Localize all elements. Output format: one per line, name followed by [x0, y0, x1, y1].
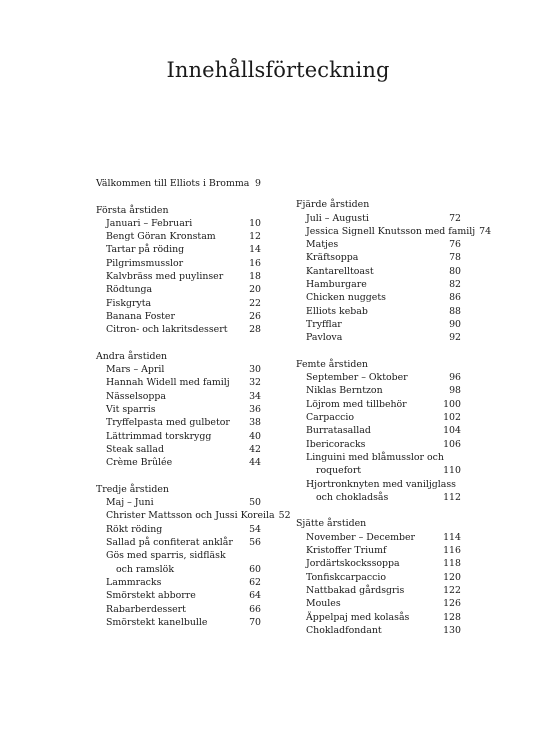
toc-entry-page: 104	[443, 425, 461, 437]
toc-entry[interactable]	[296, 398, 461, 411]
toc-entry[interactable]	[296, 544, 461, 557]
toc-entry-page: 34	[249, 390, 261, 402]
section-heading	[96, 350, 261, 363]
toc-entry[interactable]	[296, 557, 461, 570]
toc-entry[interactable]	[96, 390, 261, 403]
toc-entry-page: 74	[479, 225, 492, 237]
toc-entry-page: 60	[249, 563, 261, 575]
toc-entry-page: 52	[278, 510, 291, 522]
toc-entry-page: 26	[249, 310, 261, 322]
toc-entry-label: Chicken nuggets	[306, 292, 386, 304]
toc-entry-label: Kantarelltoast	[306, 265, 374, 277]
toc-entry-label: Maj – Juni	[106, 497, 154, 509]
toc-entry-label: Pavlova	[306, 332, 343, 344]
toc-entry-label: Rabarberdessert	[106, 603, 186, 615]
toc-entry[interactable]	[296, 331, 461, 344]
toc-entry-page: 66	[249, 603, 261, 615]
toc-entry[interactable]	[296, 597, 461, 610]
toc-entry-label: Sallad på confiterat anklår	[106, 537, 233, 549]
toc-entry-label: November – December	[306, 531, 416, 543]
toc-entry[interactable]	[96, 549, 261, 562]
toc-entry[interactable]	[96, 363, 261, 376]
toc-section-femte	[296, 358, 461, 504]
toc-entry-label: Gös med sparris, sidfläsk	[106, 550, 226, 562]
toc-entry[interactable]	[96, 217, 261, 230]
toc-entry[interactable]	[96, 536, 261, 549]
toc-entry[interactable]	[96, 456, 261, 469]
toc-entry-page: 96	[449, 372, 461, 384]
toc-entry-page: 16	[249, 257, 261, 269]
section-heading-label: Sjätte årstiden	[296, 518, 367, 530]
toc-entry-label: Bengt Göran Kronstam	[106, 231, 216, 243]
toc-entry-label: Ibericoracks	[306, 438, 366, 450]
toc-entry-label: Kristoffer Triumf	[306, 545, 387, 557]
toc-entry[interactable]	[96, 297, 261, 310]
toc-entry-label: Juli – Augusti	[306, 212, 369, 224]
section-heading-label: Första årstiden	[96, 204, 169, 216]
toc-entry[interactable]	[96, 443, 261, 456]
toc-entry-page: 126	[443, 598, 461, 610]
toc-entry[interactable]	[296, 278, 461, 291]
toc-entry[interactable]	[296, 291, 461, 304]
toc-entry[interactable]	[96, 576, 261, 589]
toc-entry-label: Tryffelpasta med gulbetor	[106, 417, 230, 429]
page-title: Innehållsförteckning	[166, 58, 390, 82]
toc-entry-page: 122	[443, 584, 461, 596]
toc-entry[interactable]	[296, 238, 461, 251]
toc-entry[interactable]	[296, 411, 461, 424]
toc-entry-page: 40	[249, 430, 261, 442]
toc-entry[interactable]	[296, 478, 461, 491]
toc-entry-label: Januari – Februari	[106, 217, 193, 229]
toc-entry[interactable]	[96, 270, 261, 283]
toc-entry-page: 50	[249, 497, 261, 509]
toc-entry-page: 22	[249, 297, 261, 309]
toc-entry[interactable]	[96, 257, 261, 270]
toc-entry-label: Smörstekt abborre	[106, 590, 196, 602]
toc-entry-page: 100	[443, 398, 461, 410]
toc-entry-label: Steak sallad	[106, 443, 164, 455]
toc-entry-page: 116	[443, 545, 461, 557]
toc-entry-label: Fiskgryta	[106, 297, 152, 309]
toc-entry-page: 98	[449, 385, 461, 397]
toc-entry[interactable]	[296, 424, 461, 437]
toc-entry[interactable]	[96, 563, 261, 576]
toc-entry[interactable]	[296, 371, 461, 384]
toc-entry-page: 80	[449, 265, 461, 277]
toc-entry-page: 10	[249, 217, 261, 229]
toc-entry-label: Banana Foster	[106, 310, 175, 322]
toc-entry-label: Jordärtskockssoppa	[306, 558, 400, 570]
toc-column-left	[96, 177, 291, 629]
toc-section-forsta	[96, 204, 261, 337]
toc-entry-label: Christer Mattsson och Jussi Koreila	[106, 510, 275, 522]
toc-entry-label: roquefort	[316, 465, 362, 477]
toc-entry[interactable]	[96, 616, 261, 629]
toc-entry-page: 38	[249, 417, 261, 429]
toc-entry[interactable]	[96, 376, 261, 389]
toc-entry[interactable]	[296, 225, 492, 238]
toc-entry[interactable]	[296, 464, 461, 477]
toc-section-tredje	[96, 483, 291, 629]
toc-entry[interactable]	[296, 265, 461, 278]
toc-entry[interactable]	[96, 496, 261, 509]
toc-entry-label: September – Oktober	[306, 372, 408, 384]
toc-entry-page: 114	[443, 531, 461, 543]
toc-entry[interactable]	[296, 451, 461, 464]
toc-entry[interactable]	[96, 523, 261, 536]
toc-entry-page: 120	[443, 571, 461, 583]
toc-entry-label: Välkommen till Elliots i Bromma	[96, 178, 250, 189]
toc-entry-label: Lättrimmad torskrygg	[106, 430, 212, 442]
toc-entry-label: Rökt röding	[106, 523, 163, 535]
section-heading-label: Fjärde årstiden	[296, 199, 370, 211]
section-heading	[96, 204, 261, 217]
toc-entry-page: 90	[449, 318, 461, 330]
toc-entry[interactable]	[96, 589, 261, 602]
toc-entry[interactable]	[96, 416, 261, 429]
toc-entry-label: Elliots kebab	[306, 305, 368, 317]
toc-entry-label: Pilgrimsmusslor	[106, 257, 184, 269]
toc-entry-page: 30	[249, 364, 261, 376]
toc-entry-page: 42	[249, 443, 261, 455]
toc-entry-label: Hjortronknyten med vaniljglass	[306, 478, 456, 490]
toc-entry-page: 92	[449, 332, 461, 344]
toc-entry-label: Citron- och lakritsdessert	[106, 324, 228, 336]
toc-entry-page: 14	[249, 244, 261, 256]
toc-entry-label: Lammracks	[106, 576, 162, 588]
toc-entry-page: 110	[443, 465, 461, 477]
section-heading	[96, 483, 261, 496]
toc-entry-label: Crème Brûlée	[106, 457, 173, 469]
toc-section-andra	[96, 350, 261, 470]
toc-entry[interactable]	[96, 230, 261, 243]
toc-entry[interactable]	[96, 310, 261, 323]
toc-entry-label: och chokladsås	[316, 491, 389, 503]
section-heading-label: Andra årstiden	[96, 350, 168, 362]
toc-entry-page: 44	[249, 457, 261, 469]
toc-entry-label: Burratasallad	[306, 425, 371, 437]
toc-entry-label: Moules	[306, 598, 341, 610]
toc-entry-page: 128	[443, 611, 461, 623]
toc-entry-page: 62	[249, 576, 261, 588]
toc-entry-label: Linguini med blåmusslor och	[306, 451, 444, 463]
toc-entry-page: 20	[249, 284, 261, 296]
toc-entry[interactable]	[296, 584, 461, 597]
toc-entry-page: 102	[443, 412, 461, 424]
toc-entry-page: 130	[443, 624, 461, 636]
toc-entry-page: 56	[249, 537, 261, 549]
toc-entry[interactable]	[96, 323, 261, 336]
toc-entry-label: Chokladfondant	[306, 624, 382, 636]
toc-entry-label: Tonfiskcarpaccio	[306, 571, 387, 583]
toc-entry[interactable]	[296, 491, 461, 504]
section-heading	[296, 517, 461, 530]
toc-entry-label: Tryfflar	[306, 318, 342, 330]
toc-entry-label: Hannah Widell med familj	[106, 377, 230, 389]
section-heading-label: Tredje årstiden	[96, 483, 169, 495]
toc-entry-page: 72	[449, 212, 461, 224]
toc-entry-label: Jessica Signell Knutsson med familj	[306, 225, 476, 237]
toc-entry-label: och ramslök	[116, 563, 175, 575]
section-heading	[296, 198, 461, 211]
toc-entry-page: 18	[249, 271, 261, 283]
toc-entry[interactable]	[96, 603, 261, 616]
toc-entry[interactable]	[296, 438, 461, 451]
toc-section-sjatte	[296, 517, 461, 637]
toc-entry-page: 112	[443, 491, 461, 503]
toc-entry-label: Mars – April	[106, 364, 165, 376]
toc-entry[interactable]	[296, 611, 461, 624]
toc-entry-label: Vit sparris	[106, 404, 156, 416]
toc-entry-intro[interactable]	[96, 177, 261, 190]
toc-entry[interactable]	[296, 212, 461, 225]
toc-entry-page: 28	[249, 324, 261, 336]
toc-entry-label: Nässelsoppa	[106, 390, 167, 402]
toc-entry[interactable]	[296, 251, 461, 264]
toc-entry-page: 118	[443, 558, 461, 570]
toc-entry-label: Niklas Berntzon	[306, 385, 383, 397]
toc-entry-page: 36	[249, 404, 261, 416]
toc-entry[interactable]	[296, 531, 461, 544]
toc-entry[interactable]	[96, 430, 261, 443]
toc-entry-page: 76	[449, 239, 461, 251]
toc-entry-page: 9	[255, 178, 261, 189]
toc-entry-label: Rödtunga	[106, 284, 153, 296]
toc-entry-page: 54	[249, 523, 261, 535]
toc-entry-page: 78	[449, 252, 461, 264]
toc-entry-page: 70	[249, 616, 261, 628]
toc-entry-label: Nattbakad gårdsgris	[306, 584, 405, 596]
toc-entry-label: Matjes	[306, 239, 339, 251]
toc-entry-label: Tartar på röding	[106, 244, 185, 256]
toc-entry[interactable]	[296, 624, 461, 637]
toc-entry-page: 86	[449, 292, 461, 304]
toc-entry[interactable]	[96, 509, 291, 522]
toc-entry[interactable]	[296, 318, 461, 331]
toc-entry-label: Löjrom med tillbehör	[306, 398, 407, 410]
toc-entry[interactable]	[96, 403, 261, 416]
toc-entry-label: Hamburgare	[306, 279, 367, 291]
toc-entry-label: Carpaccio	[306, 412, 354, 424]
toc-entry[interactable]	[96, 283, 261, 296]
toc-entry-page: 64	[249, 590, 261, 602]
toc-entry-label: Smörstekt kanelbulle	[106, 616, 208, 628]
toc-entry-page: 12	[249, 231, 261, 243]
toc-entry-page: 82	[449, 279, 461, 291]
toc-entry-page: 106	[443, 438, 461, 450]
toc-section-fjarde	[296, 198, 492, 344]
toc-entry[interactable]	[296, 571, 461, 584]
toc-entry-page: 32	[249, 377, 261, 389]
toc-entry-label: Äppelpaj med kolasås	[306, 611, 410, 623]
toc-entry[interactable]	[296, 305, 461, 318]
toc-entry-label: Kräftsoppa	[306, 252, 359, 264]
toc-entry-page: 88	[449, 305, 461, 317]
toc-entry-label: Kalvbräss med puylinser	[106, 271, 224, 283]
section-heading-label: Femte årstiden	[296, 358, 368, 370]
toc-column-right	[296, 177, 492, 637]
toc-entry[interactable]	[296, 384, 461, 397]
section-heading	[296, 358, 461, 371]
toc-entry[interactable]	[96, 243, 261, 256]
